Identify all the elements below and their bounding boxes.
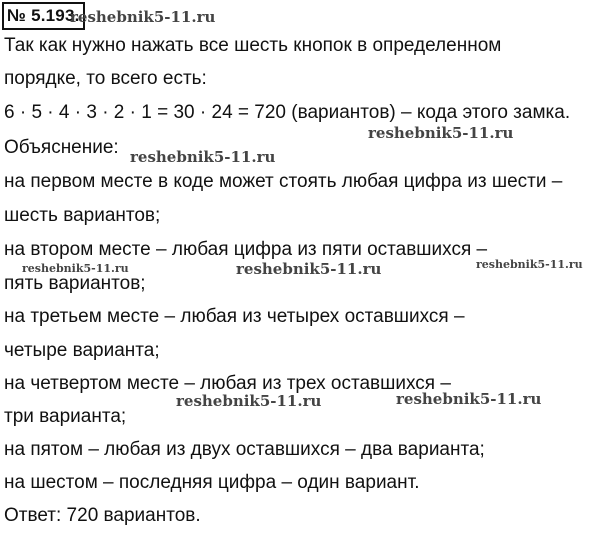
solution-line: на третьем месте – любая из четырех оставшихся –: [4, 306, 465, 327]
solution-line: шесть вариантов;: [4, 205, 161, 226]
solution-line: на четвертом месте – любая из трех оставшихся –: [4, 373, 451, 394]
problem-number-badge: № 5.193.: [2, 2, 85, 30]
watermark: reshebnik5-11.ru: [176, 392, 322, 410]
watermark: reshebnik5-11.ru: [130, 148, 276, 166]
solution-line: на пятом – любая из двух оставшихся – два варианта;: [4, 439, 485, 460]
watermark: reshebnik5-11.ru: [476, 258, 583, 271]
solution-line: три варианта;: [4, 406, 127, 427]
watermark: reshebnik5-11.ru: [368, 124, 514, 142]
watermark: reshebnik5-11.ru: [22, 262, 129, 275]
solution-line: Так как нужно нажать все шесть кнопок в определенном: [4, 35, 502, 56]
solution-line: 6 · 5 · 4 · 3 · 2 · 1 = 30 · 24 = 720 (вариантов) – кода этого замка.: [4, 102, 571, 123]
answer-line: Ответ: 720 вариантов.: [4, 505, 201, 526]
watermark: reshebnik5-11.ru: [396, 390, 542, 408]
solution-line: порядке, то всего есть:: [4, 68, 207, 89]
watermark: reshebnik5-11.ru: [236, 260, 382, 278]
solution-line: на втором месте – любая цифра из пяти оставшихся –: [4, 239, 488, 260]
solution-line: на шестом – последняя цифра – один вариант.: [4, 472, 420, 493]
watermark: reshebnik5-11.ru: [70, 8, 216, 26]
solution-line: на первом месте в коде может стоять любая цифра из шести –: [4, 171, 563, 192]
solution-line: пять вариантов;: [4, 273, 146, 294]
solution-line: четыре варианта;: [4, 340, 160, 361]
solution-line: Объяснение:: [4, 137, 119, 158]
